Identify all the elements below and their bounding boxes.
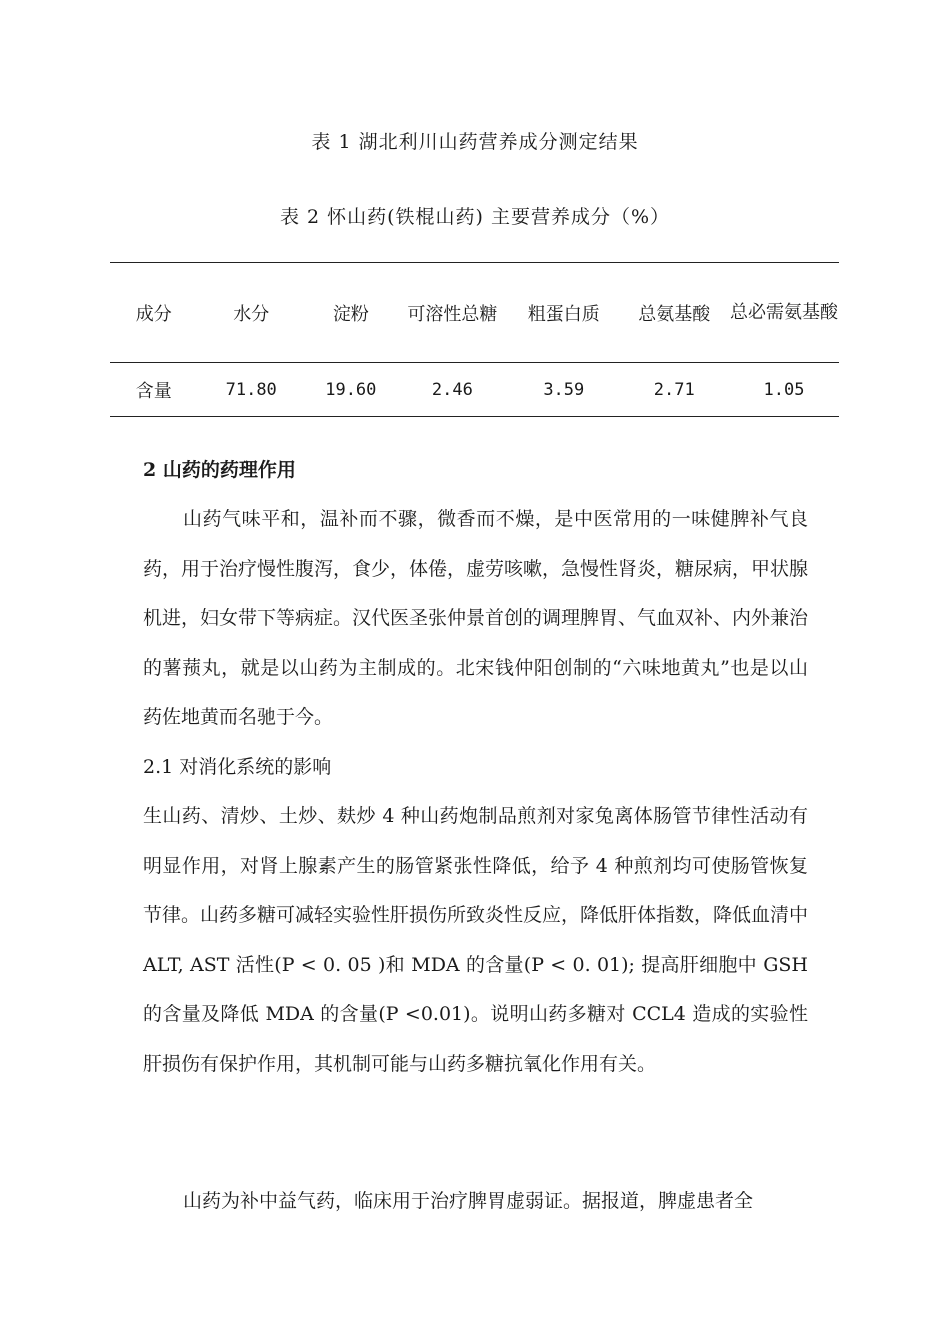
header-cell: 粗蛋白质 [527, 303, 600, 325]
table-header-row [110, 263, 839, 363]
section-heading: 2 山药的药理作用 [143, 459, 296, 481]
header-cell: 可溶性总糖 [407, 303, 498, 325]
header-cell: 水分 [233, 303, 270, 325]
intro-paragraph: 山药气味平和，温补而不骤，微香而不燥，是中医常用的一味健脾补气良药，用于治疗慢性腹泻，食少，体倦，虚劳咳嗽，急慢性肾炎，糖尿病，甲状腺机进，妇女带下等病症。汉代医圣张仲景首创的调理脾胃、气血双补、内外兼治的薯蓣丸，就是以山药为主制成的。北宋钱仲阳创制的“六味地黄丸”也是以山药佐地黄而名驰于今。 [143, 508, 809, 728]
table-cell: 71.80 [225, 379, 277, 400]
table2-caption: 表 2 怀山药(铁棍山药) 主要营养成分（%） [279, 206, 671, 228]
header-cell: 总氨基酸 [638, 303, 711, 325]
header-cell: 成分 [135, 303, 172, 325]
nutrition-table [110, 262, 839, 417]
table1-caption: 表 1 湖北利川山药营养成分测定结果 [311, 131, 639, 153]
table-cell: 3.59 [543, 379, 585, 400]
subsection-heading: 2.1 对消化系统的影响 [143, 756, 332, 778]
header-cell: 总必需氨基酸 [730, 301, 838, 323]
continued-paragraph: 山药为补中益气药，临床用于治疗脾胃虚弱证。据报道，脾虚患者全 [183, 1190, 754, 1212]
header-cell: 淀粉 [332, 303, 369, 325]
row-label: 含量 [135, 380, 172, 402]
table-cell: 2.71 [653, 379, 695, 400]
body-paragraph: 生山药、清炒、土炒、麸炒 4 种山药炮制品煎剂对家兔离体肠管节律性活动有明显作用，对肾上腺素产生的肠管紧张性降低，给予 4 种煎剂均可使肠管恢复节律。山药多糖可减轻实验性肝损伤所致炎性反应，降低肝体指数，降低血清中 ALT, AST 活性(P < 0. 05 )和 MDA 的含量(P < 0. 01); 提高肝细胞中 GSH 的含量及降低 MDA 的含量(P <0.01)。说明山药多糖对 CCL4 造成的实验性肝损伤有保护作用，其机制可能与山药多糖抗氧化作用有关。 [143, 805, 809, 1075]
table-cell: 19.60 [325, 379, 377, 400]
table-cell: 1.05 [763, 379, 805, 400]
table-cell: 2.46 [431, 379, 473, 400]
table-row [110, 363, 839, 417]
